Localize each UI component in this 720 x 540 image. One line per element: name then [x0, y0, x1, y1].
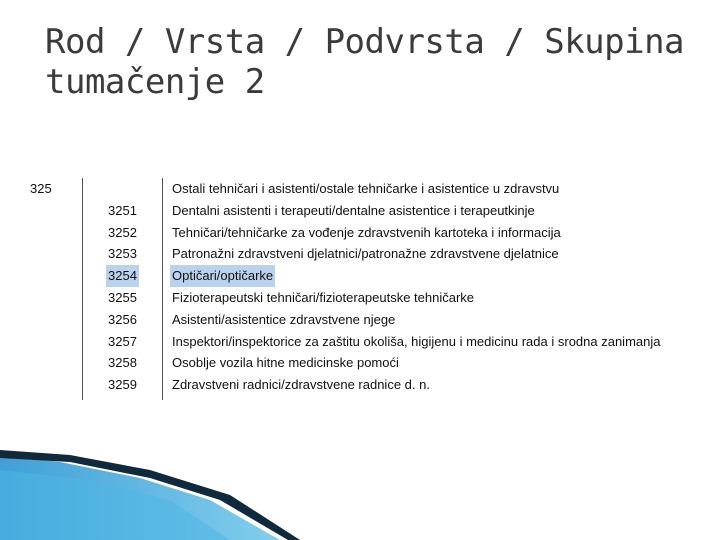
row-description: Optičari/optičarke — [170, 265, 275, 287]
row-description: Patronažni zdravstveni djelatnici/patronažne zdravstvene djelatnice — [172, 246, 559, 262]
row-description: Fizioterapeutski tehničari/fizioterapeutske tehničarke — [172, 290, 475, 305]
row-code: 3252 — [108, 224, 137, 240]
group-code: 325 — [30, 181, 52, 196]
row-code: 3255 — [108, 290, 137, 305]
column-divider — [162, 178, 163, 400]
title-line-2: tumačenje 2 — [45, 62, 265, 102]
row-code: 3256 — [108, 311, 137, 327]
row-code: 3254 — [106, 265, 139, 287]
row-code: 3258 — [108, 355, 137, 371]
title-line-1: Rod / Vrsta / Podvrsta / Skupina — [45, 22, 685, 62]
row-description: Asistenti/asistentice zdravstvene njege — [172, 311, 396, 327]
column-divider — [82, 178, 83, 400]
row-description: Inspektori/inspektorice za zaštitu okoliša, higijenu i medicinu rada i srodna zanimanja — [172, 333, 661, 349]
row-description: Dentalni asistenti i terapeuti/dentalne asistentice i terapeutkinje — [172, 202, 535, 218]
row-code: 3259 — [108, 377, 137, 393]
row-code: 3251 — [108, 202, 137, 218]
row-description: Tehničari/tehničarke za vođenje zdravstvenih kartoteka i informacija — [172, 224, 561, 240]
slide-title — [45, 22, 684, 102]
row-description: Zdravstveni radnici/zdravstvene radnice d. n. — [172, 377, 430, 393]
row-code: 3257 — [108, 333, 137, 349]
row-code: 3253 — [108, 246, 137, 262]
row-description: Osoblje vozila hitne medicinske pomoći — [172, 355, 399, 371]
row-description: Ostali tehničari i asistenti/ostale tehničarke i asistentice u zdravstvu — [172, 181, 560, 196]
